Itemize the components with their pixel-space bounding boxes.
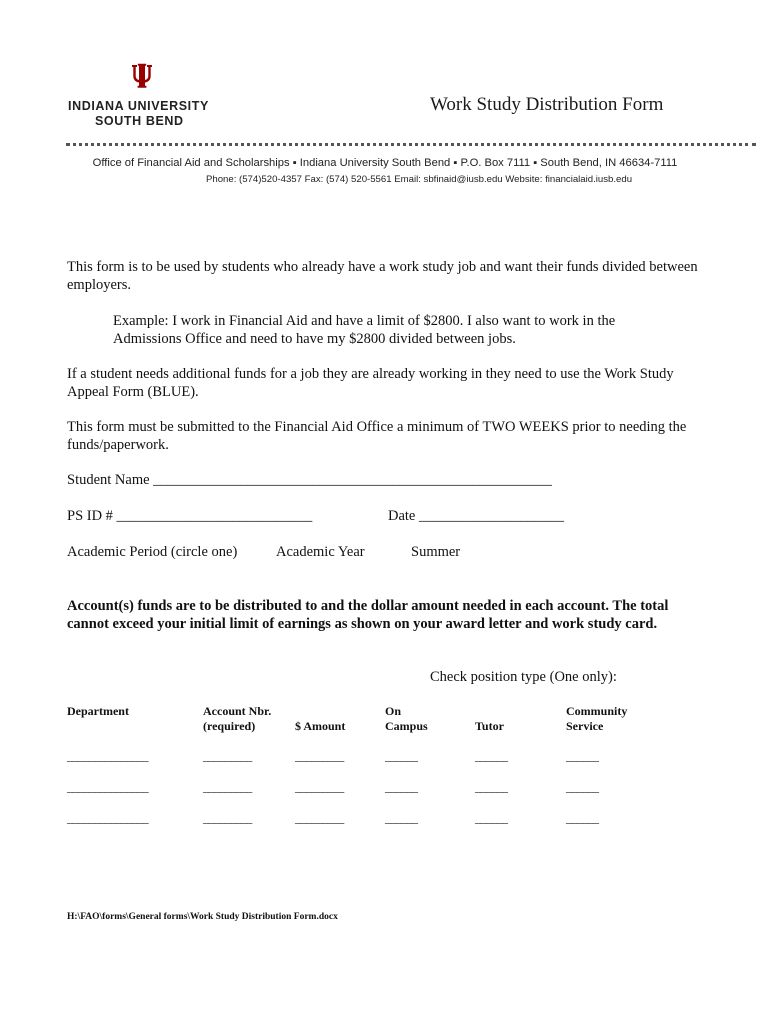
university-name-line1: INDIANA UNIVERSITY xyxy=(68,99,209,113)
tutor-check[interactable]: ______ xyxy=(475,811,508,825)
distribution-instructions: Account(s) funds are to be distributed to and the dollar amount needed in each account. The total cannot exceed your initial limit of earnings as shown on your award letter and work study card. xyxy=(67,598,669,632)
deadline-paragraph: This form must be submitted to the Financial Aid Office a minimum of TWO WEEKS prior to needing the funds/paperwork. xyxy=(67,419,687,453)
header-account-nbr xyxy=(203,704,271,734)
header-tutor: Tutor xyxy=(475,719,504,733)
on-campus-check[interactable]: ______ xyxy=(385,780,418,794)
intro-paragraph: This form is to be used by students who already have a work study job and want their funds divided between employers. xyxy=(67,259,698,293)
trident-icon xyxy=(131,62,153,90)
office-address-line: Office of Financial Aid and Scholarships ▪ Indiana University South Bend ▪ P.O. Box 7111 ▪ South Bend, IN 46634-7111 xyxy=(92,157,678,169)
community-check[interactable]: ______ xyxy=(566,780,599,794)
amount-input[interactable]: _________ xyxy=(295,749,344,763)
department-input[interactable]: _______________ xyxy=(67,780,149,794)
header-account-nbr-line2: (required) xyxy=(203,719,256,733)
header-community-service xyxy=(566,704,627,734)
header-on-campus-line2: Campus xyxy=(385,719,428,733)
department-input[interactable]: _______________ xyxy=(67,749,149,763)
amount-input[interactable]: _________ xyxy=(295,811,344,825)
appeal-paragraph: If a student needs additional funds for a job they are already working in they need to use the Work Study Appeal Form (BLUE). xyxy=(67,366,674,400)
summer-option[interactable]: Summer xyxy=(411,544,461,560)
header-community-line1: Community xyxy=(566,704,628,718)
community-check[interactable]: ______ xyxy=(566,811,599,825)
check-position-label: Check position type (One only): xyxy=(430,669,617,685)
academic-year-option[interactable]: Academic Year xyxy=(276,544,365,560)
on-campus-check[interactable]: ______ xyxy=(385,811,418,825)
form-title: Work Study Distribution Form xyxy=(430,94,664,115)
header-divider xyxy=(66,143,756,146)
header-on-campus xyxy=(385,704,428,734)
header-account-nbr-line1: Account Nbr. xyxy=(203,704,272,718)
header-community-line2: Service xyxy=(566,719,604,733)
department-input[interactable]: _______________ xyxy=(67,811,149,825)
contact-line: Phone: (574)520-4357 Fax: (574) 520-5561 Email: sbfinaid@iusb.edu Website: financialaid.iusb.edu xyxy=(205,174,633,185)
account-input[interactable]: _________ xyxy=(203,780,252,794)
student-name-field[interactable]: Student Name _______________________________________________________ xyxy=(67,472,552,488)
tutor-check[interactable]: ______ xyxy=(475,780,508,794)
header-on-campus-line1: On xyxy=(385,704,402,718)
header-department: Department xyxy=(67,704,129,718)
community-check[interactable]: ______ xyxy=(566,749,599,763)
account-input[interactable]: _________ xyxy=(203,749,252,763)
academic-period-label: Academic Period (circle one) xyxy=(67,544,238,560)
account-input[interactable]: _________ xyxy=(203,811,252,825)
on-campus-check[interactable]: ______ xyxy=(385,749,418,763)
amount-input[interactable]: _________ xyxy=(295,780,344,794)
ps-id-field[interactable]: PS ID # ___________________________ xyxy=(67,508,313,524)
example-paragraph: Example: I work in Financial Aid and have a limit of $2800. I also want to work in the Admissions Office and need to have my $2800 divided between jobs. xyxy=(113,313,616,347)
university-name-line2: SOUTH BEND xyxy=(95,114,184,128)
date-field[interactable]: Date ____________________ xyxy=(388,508,564,524)
header-amount: $ Amount xyxy=(295,719,346,733)
tutor-check[interactable]: ______ xyxy=(475,749,508,763)
file-path-footer: H:\FAO\forms\General forms\Work Study Distribution Form.docx xyxy=(67,912,338,922)
